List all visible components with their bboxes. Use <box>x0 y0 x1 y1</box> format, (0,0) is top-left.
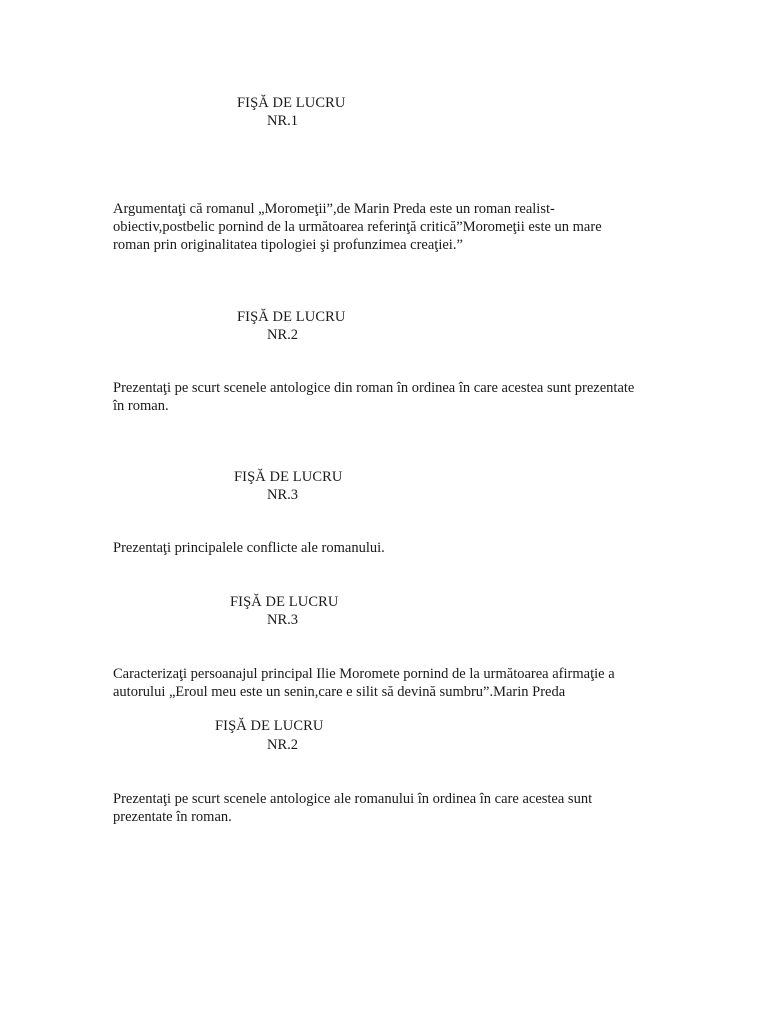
worksheet-task: Argumentaţi că romanul „Moromeţii”,de Marin Preda este un roman realist- obiectiv,postbelic pornind de la următoarea referinţă critică”Moromeţii este un mare roman prin originalitatea tipologiei şi profunzimea creaţiei.” <box>113 201 602 253</box>
worksheet-title: FIŞĂ DE LUCRU <box>237 309 346 325</box>
worksheet-number: NR.1 <box>267 113 299 129</box>
worksheet-number: NR.2 <box>267 737 299 753</box>
worksheet-title: FIŞĂ DE LUCRU <box>230 594 339 610</box>
worksheet-title: FIŞĂ DE LUCRU <box>234 469 343 485</box>
worksheet-title: FIŞĂ DE LUCRU <box>215 718 324 734</box>
worksheet-task: Prezentaţi pe scurt scenele antologice din roman în ordinea în care acestea sunt prezentate în roman. <box>113 380 635 414</box>
worksheet-task: Prezentaţi principalele conflicte ale romanului. <box>113 540 385 556</box>
worksheet-task: Caracterizaţi persoanajul principal Ilie Moromete pornind de la următoarea afirmaţie a autorului „Eroul meu este un senin,care e silit să devină sumbru”.Marin Preda <box>113 666 615 700</box>
worksheet-number: NR.2 <box>267 327 299 343</box>
worksheet-number: NR.3 <box>267 612 299 628</box>
worksheet-number: NR.3 <box>267 487 299 503</box>
worksheet-task: Prezentaţi pe scurt scenele antologice ale romanului în ordinea în care acestea sunt prezentate în roman. <box>113 791 593 825</box>
worksheet-title: FIŞĂ DE LUCRU <box>237 95 346 111</box>
